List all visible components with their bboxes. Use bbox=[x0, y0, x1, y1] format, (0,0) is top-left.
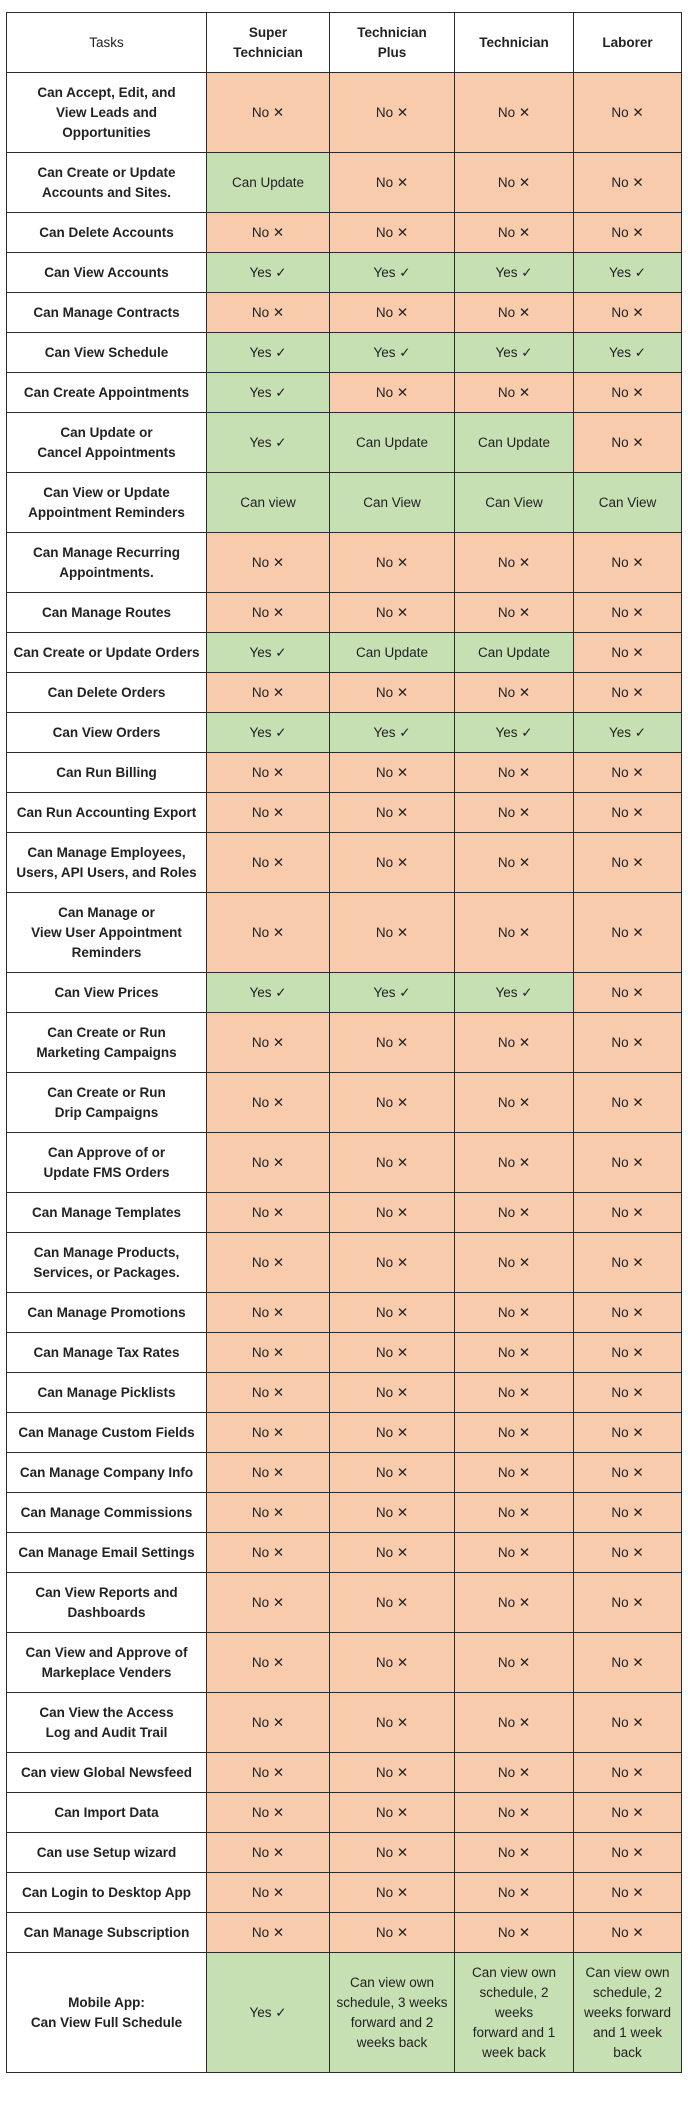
permission-cell: No ✕ bbox=[574, 593, 682, 633]
permission-cell: No ✕ bbox=[330, 833, 455, 893]
header-laborer: Laborer bbox=[574, 13, 682, 73]
task-label: Can Update or Cancel Appointments bbox=[7, 413, 207, 473]
task-label: Can Manage Contracts bbox=[7, 293, 207, 333]
table-row bbox=[7, 1953, 682, 2073]
permission-cell: No ✕ bbox=[574, 1193, 682, 1233]
table-row bbox=[7, 213, 682, 253]
permission-cell: No ✕ bbox=[455, 153, 574, 213]
permission-cell: Can Update bbox=[207, 153, 330, 213]
permission-cell: No ✕ bbox=[455, 213, 574, 253]
permission-cell: No ✕ bbox=[574, 1833, 682, 1873]
permission-cell: No ✕ bbox=[574, 1413, 682, 1453]
permission-cell: No ✕ bbox=[330, 1133, 455, 1193]
permission-cell: No ✕ bbox=[455, 533, 574, 593]
table-body bbox=[7, 73, 682, 2073]
permission-cell: No ✕ bbox=[574, 1693, 682, 1753]
permission-cell: No ✕ bbox=[574, 833, 682, 893]
table-row bbox=[7, 1533, 682, 1573]
permission-cell: No ✕ bbox=[330, 793, 455, 833]
header-super-technician: Super Technician bbox=[207, 13, 330, 73]
permission-cell: No ✕ bbox=[330, 213, 455, 253]
permission-cell: Can Update bbox=[455, 633, 574, 673]
permission-cell: No ✕ bbox=[207, 293, 330, 333]
permission-cell: No ✕ bbox=[574, 633, 682, 673]
permission-cell: Can View bbox=[455, 473, 574, 533]
permission-cell: No ✕ bbox=[574, 373, 682, 413]
permission-cell: No ✕ bbox=[207, 1453, 330, 1493]
permission-cell: No ✕ bbox=[455, 673, 574, 713]
permission-cell: No ✕ bbox=[330, 673, 455, 713]
permission-cell: Can view own schedule, 2 weeks forward and 1 week back bbox=[574, 1953, 682, 2073]
task-label: Can Manage Employees, Users, API Users, and Roles bbox=[7, 833, 207, 893]
table-row bbox=[7, 253, 682, 293]
permission-cell: No ✕ bbox=[574, 1533, 682, 1573]
permission-cell: No ✕ bbox=[574, 1133, 682, 1193]
permission-cell: No ✕ bbox=[207, 1013, 330, 1073]
table-row bbox=[7, 1233, 682, 1293]
table-row bbox=[7, 1913, 682, 1953]
permission-cell: No ✕ bbox=[455, 1013, 574, 1073]
task-label: Can Create or Run Marketing Campaigns bbox=[7, 1013, 207, 1073]
permission-cell: No ✕ bbox=[574, 753, 682, 793]
task-label: Can Manage Products, Services, or Packages. bbox=[7, 1233, 207, 1293]
permission-cell: Can View bbox=[574, 473, 682, 533]
permission-cell: No ✕ bbox=[207, 1193, 330, 1233]
permission-cell: No ✕ bbox=[207, 73, 330, 153]
permission-cell: No ✕ bbox=[455, 1793, 574, 1833]
permission-cell: No ✕ bbox=[207, 1293, 330, 1333]
permission-cell: No ✕ bbox=[207, 1793, 330, 1833]
permission-cell: No ✕ bbox=[455, 73, 574, 153]
task-label: Can View Prices bbox=[7, 973, 207, 1013]
permission-cell: No ✕ bbox=[455, 1293, 574, 1333]
permission-cell: No ✕ bbox=[207, 793, 330, 833]
permission-cell: No ✕ bbox=[455, 1233, 574, 1293]
table-row bbox=[7, 333, 682, 373]
permission-cell: No ✕ bbox=[574, 973, 682, 1013]
table-row bbox=[7, 1333, 682, 1373]
task-label: Can Manage Picklists bbox=[7, 1373, 207, 1413]
permission-cell: Can view own schedule, 2 weeks forward and 1 week back bbox=[455, 1953, 574, 2073]
permission-cell: No ✕ bbox=[330, 1333, 455, 1373]
permission-cell: No ✕ bbox=[207, 1233, 330, 1293]
permission-cell: No ✕ bbox=[574, 1073, 682, 1133]
permission-cell: No ✕ bbox=[207, 1493, 330, 1533]
permission-cell: Yes ✓ bbox=[207, 973, 330, 1013]
permission-cell: No ✕ bbox=[574, 1753, 682, 1793]
permission-cell: No ✕ bbox=[455, 1333, 574, 1373]
task-label: Can Manage Company Info bbox=[7, 1453, 207, 1493]
task-label: Can Run Accounting Export bbox=[7, 793, 207, 833]
permission-cell: No ✕ bbox=[207, 833, 330, 893]
task-label: Can Manage Tax Rates bbox=[7, 1333, 207, 1373]
permission-cell: No ✕ bbox=[455, 833, 574, 893]
permission-cell: No ✕ bbox=[574, 1493, 682, 1533]
permission-cell: No ✕ bbox=[574, 1913, 682, 1953]
permission-cell: Yes ✓ bbox=[574, 253, 682, 293]
table-row bbox=[7, 473, 682, 533]
table-row bbox=[7, 593, 682, 633]
permission-cell: Yes ✓ bbox=[207, 373, 330, 413]
permission-cell: No ✕ bbox=[455, 1633, 574, 1693]
permission-cell: No ✕ bbox=[455, 1833, 574, 1873]
table-row bbox=[7, 413, 682, 473]
table-row bbox=[7, 1633, 682, 1693]
table-row bbox=[7, 1693, 682, 1753]
permission-cell: No ✕ bbox=[574, 153, 682, 213]
task-label: Can Manage Subscription bbox=[7, 1913, 207, 1953]
permission-cell: No ✕ bbox=[455, 293, 574, 333]
permission-cell: Can view bbox=[207, 473, 330, 533]
task-label: Can Manage Recurring Appointments. bbox=[7, 533, 207, 593]
permission-cell: No ✕ bbox=[330, 893, 455, 973]
table-row bbox=[7, 1373, 682, 1413]
permission-cell: No ✕ bbox=[330, 1233, 455, 1293]
task-label: Can Approve of or Update FMS Orders bbox=[7, 1133, 207, 1193]
table-row bbox=[7, 1493, 682, 1533]
permission-cell: No ✕ bbox=[455, 1753, 574, 1793]
task-label: Can Accept, Edit, and View Leads and Opportunities bbox=[7, 73, 207, 153]
permission-cell: No ✕ bbox=[207, 1413, 330, 1453]
permission-cell: No ✕ bbox=[330, 1873, 455, 1913]
permission-cell: No ✕ bbox=[574, 1453, 682, 1493]
permission-cell: No ✕ bbox=[574, 1013, 682, 1073]
permission-cell: No ✕ bbox=[330, 1833, 455, 1873]
permission-cell: No ✕ bbox=[207, 213, 330, 253]
task-label: Can View or Update Appointment Reminders bbox=[7, 473, 207, 533]
task-label: Can use Setup wizard bbox=[7, 1833, 207, 1873]
permission-cell: No ✕ bbox=[330, 1073, 455, 1133]
permission-cell: No ✕ bbox=[330, 1373, 455, 1413]
permission-cell: No ✕ bbox=[574, 1793, 682, 1833]
permission-cell: No ✕ bbox=[207, 533, 330, 593]
permission-cell: No ✕ bbox=[455, 1193, 574, 1233]
task-label: Mobile App: Can View Full Schedule bbox=[7, 1953, 207, 2073]
permission-cell: No ✕ bbox=[330, 1533, 455, 1573]
permission-cell: No ✕ bbox=[330, 593, 455, 633]
task-label: Can Delete Accounts bbox=[7, 213, 207, 253]
header-technician-plus: Technician Plus bbox=[330, 13, 455, 73]
table-row bbox=[7, 1793, 682, 1833]
permission-cell: No ✕ bbox=[455, 1693, 574, 1753]
table-row bbox=[7, 1293, 682, 1333]
permissions-table bbox=[6, 12, 682, 2073]
task-label: Can view Global Newsfeed bbox=[7, 1753, 207, 1793]
permission-cell: No ✕ bbox=[455, 1133, 574, 1193]
permission-cell: No ✕ bbox=[574, 1373, 682, 1413]
permission-cell: No ✕ bbox=[574, 293, 682, 333]
permission-cell: No ✕ bbox=[574, 73, 682, 153]
task-label: Can View Schedule bbox=[7, 333, 207, 373]
permission-cell: No ✕ bbox=[455, 1573, 574, 1633]
table-row bbox=[7, 1193, 682, 1233]
table-row bbox=[7, 1133, 682, 1193]
header-technician: Technician bbox=[455, 13, 574, 73]
permission-cell: No ✕ bbox=[207, 1333, 330, 1373]
permission-cell: Yes ✓ bbox=[207, 333, 330, 373]
task-label: Can View the Access Log and Audit Trail bbox=[7, 1693, 207, 1753]
task-label: Can Run Billing bbox=[7, 753, 207, 793]
permission-cell: No ✕ bbox=[574, 1573, 682, 1633]
task-label: Can Create Appointments bbox=[7, 373, 207, 413]
permission-cell: No ✕ bbox=[330, 1693, 455, 1753]
task-label: Can Delete Orders bbox=[7, 673, 207, 713]
task-label: Can Create or Update Accounts and Sites. bbox=[7, 153, 207, 213]
permission-cell: Yes ✓ bbox=[330, 973, 455, 1013]
table-row bbox=[7, 1573, 682, 1633]
permission-cell: No ✕ bbox=[330, 373, 455, 413]
task-label: Can Import Data bbox=[7, 1793, 207, 1833]
task-label: Can Login to Desktop App bbox=[7, 1873, 207, 1913]
permission-cell: No ✕ bbox=[207, 1913, 330, 1953]
permission-cell: Yes ✓ bbox=[330, 253, 455, 293]
permission-cell: Yes ✓ bbox=[455, 973, 574, 1013]
permission-cell: Yes ✓ bbox=[207, 633, 330, 673]
table-row bbox=[7, 153, 682, 213]
task-label: Can Manage Routes bbox=[7, 593, 207, 633]
permission-cell: Can View bbox=[330, 473, 455, 533]
permission-cell: Yes ✓ bbox=[330, 713, 455, 753]
permission-cell: No ✕ bbox=[330, 1913, 455, 1953]
table-row bbox=[7, 1873, 682, 1913]
permission-cell: Yes ✓ bbox=[207, 413, 330, 473]
permission-cell: No ✕ bbox=[574, 793, 682, 833]
permission-cell: Can Update bbox=[455, 413, 574, 473]
task-label: Can View Accounts bbox=[7, 253, 207, 293]
permission-cell: No ✕ bbox=[574, 413, 682, 473]
table-row bbox=[7, 833, 682, 893]
table-row bbox=[7, 893, 682, 973]
permission-cell: No ✕ bbox=[330, 1413, 455, 1453]
permission-cell: No ✕ bbox=[455, 1493, 574, 1533]
permission-cell: Yes ✓ bbox=[207, 713, 330, 753]
permission-cell: Yes ✓ bbox=[207, 253, 330, 293]
permission-cell: No ✕ bbox=[330, 753, 455, 793]
permission-cell: Yes ✓ bbox=[455, 713, 574, 753]
permission-cell: No ✕ bbox=[574, 1333, 682, 1373]
permission-cell: No ✕ bbox=[207, 593, 330, 633]
permission-cell: Can Update bbox=[330, 413, 455, 473]
header-tasks: Tasks bbox=[7, 13, 207, 73]
table-row bbox=[7, 793, 682, 833]
permission-cell: Can view own schedule, 3 weeks forward and 2 weeks back bbox=[330, 1953, 455, 2073]
permission-cell: No ✕ bbox=[455, 1373, 574, 1413]
permission-cell: No ✕ bbox=[574, 533, 682, 593]
table-row bbox=[7, 973, 682, 1013]
table-row bbox=[7, 533, 682, 593]
task-label: Can Create or Update Orders bbox=[7, 633, 207, 673]
permission-cell: Yes ✓ bbox=[574, 713, 682, 753]
table-row bbox=[7, 293, 682, 333]
permission-cell: No ✕ bbox=[207, 1373, 330, 1413]
permission-cell: No ✕ bbox=[207, 1633, 330, 1693]
permission-cell: No ✕ bbox=[207, 1693, 330, 1753]
table-row bbox=[7, 373, 682, 413]
permission-cell: No ✕ bbox=[455, 1453, 574, 1493]
permission-cell: No ✕ bbox=[455, 793, 574, 833]
task-label: Can Manage Commissions bbox=[7, 1493, 207, 1533]
permission-cell: No ✕ bbox=[455, 1413, 574, 1453]
permission-cell: No ✕ bbox=[574, 1233, 682, 1293]
permission-cell: No ✕ bbox=[455, 373, 574, 413]
permission-cell: No ✕ bbox=[330, 1013, 455, 1073]
permission-cell: No ✕ bbox=[455, 1073, 574, 1133]
permission-cell: No ✕ bbox=[455, 1533, 574, 1573]
permission-cell: Yes ✓ bbox=[574, 333, 682, 373]
permission-cell: No ✕ bbox=[207, 1133, 330, 1193]
permission-cell: Yes ✓ bbox=[455, 253, 574, 293]
permission-cell: No ✕ bbox=[574, 213, 682, 253]
table-row bbox=[7, 1413, 682, 1453]
permission-cell: No ✕ bbox=[207, 1873, 330, 1913]
permission-cell: Yes ✓ bbox=[207, 1953, 330, 2073]
task-label: Can Create or Run Drip Campaigns bbox=[7, 1073, 207, 1133]
table-row bbox=[7, 633, 682, 673]
table-row bbox=[7, 73, 682, 153]
permission-cell: No ✕ bbox=[330, 1573, 455, 1633]
table-row bbox=[7, 673, 682, 713]
permission-cell: No ✕ bbox=[330, 293, 455, 333]
permission-cell: No ✕ bbox=[207, 753, 330, 793]
table-row bbox=[7, 1073, 682, 1133]
task-label: Can Manage Custom Fields bbox=[7, 1413, 207, 1453]
permission-cell: No ✕ bbox=[574, 893, 682, 973]
table-row bbox=[7, 753, 682, 793]
permission-cell: Yes ✓ bbox=[330, 333, 455, 373]
permission-cell: No ✕ bbox=[574, 1873, 682, 1913]
table-row bbox=[7, 1013, 682, 1073]
permission-cell: Yes ✓ bbox=[455, 333, 574, 373]
permission-cell: No ✕ bbox=[330, 1293, 455, 1333]
permission-cell: No ✕ bbox=[207, 1753, 330, 1793]
permission-cell: No ✕ bbox=[207, 1073, 330, 1133]
permission-cell: No ✕ bbox=[455, 893, 574, 973]
permission-cell: No ✕ bbox=[330, 73, 455, 153]
task-label: Can Manage or View User Appointment Reminders bbox=[7, 893, 207, 973]
permission-cell: No ✕ bbox=[330, 533, 455, 593]
permission-cell: No ✕ bbox=[330, 1633, 455, 1693]
permission-cell: No ✕ bbox=[207, 1573, 330, 1633]
permission-cell: No ✕ bbox=[330, 153, 455, 213]
permission-cell: No ✕ bbox=[330, 1753, 455, 1793]
task-label: Can View and Approve of Markeplace Venders bbox=[7, 1633, 207, 1693]
permission-cell: No ✕ bbox=[455, 753, 574, 793]
task-label: Can View Orders bbox=[7, 713, 207, 753]
table-row bbox=[7, 1453, 682, 1493]
permission-cell: No ✕ bbox=[330, 1493, 455, 1533]
permission-cell: No ✕ bbox=[455, 593, 574, 633]
permission-cell: No ✕ bbox=[330, 1453, 455, 1493]
header-row bbox=[7, 13, 682, 73]
permission-cell: No ✕ bbox=[574, 1633, 682, 1693]
task-label: Can Manage Email Settings bbox=[7, 1533, 207, 1573]
permission-cell: No ✕ bbox=[207, 1833, 330, 1873]
table-row bbox=[7, 713, 682, 753]
table-header bbox=[7, 13, 682, 73]
task-label: Can Manage Templates bbox=[7, 1193, 207, 1233]
permission-cell: No ✕ bbox=[574, 1293, 682, 1333]
permission-cell: No ✕ bbox=[330, 1193, 455, 1233]
table-row bbox=[7, 1753, 682, 1793]
permission-cell: No ✕ bbox=[574, 673, 682, 713]
permission-cell: No ✕ bbox=[207, 1533, 330, 1573]
permission-cell: No ✕ bbox=[455, 1873, 574, 1913]
table-row bbox=[7, 1833, 682, 1873]
task-label: Can View Reports and Dashboards bbox=[7, 1573, 207, 1633]
permission-cell: Can Update bbox=[330, 633, 455, 673]
permission-cell: No ✕ bbox=[455, 1913, 574, 1953]
permission-cell: No ✕ bbox=[207, 673, 330, 713]
task-label: Can Manage Promotions bbox=[7, 1293, 207, 1333]
permission-cell: No ✕ bbox=[330, 1793, 455, 1833]
permission-cell: No ✕ bbox=[207, 893, 330, 973]
